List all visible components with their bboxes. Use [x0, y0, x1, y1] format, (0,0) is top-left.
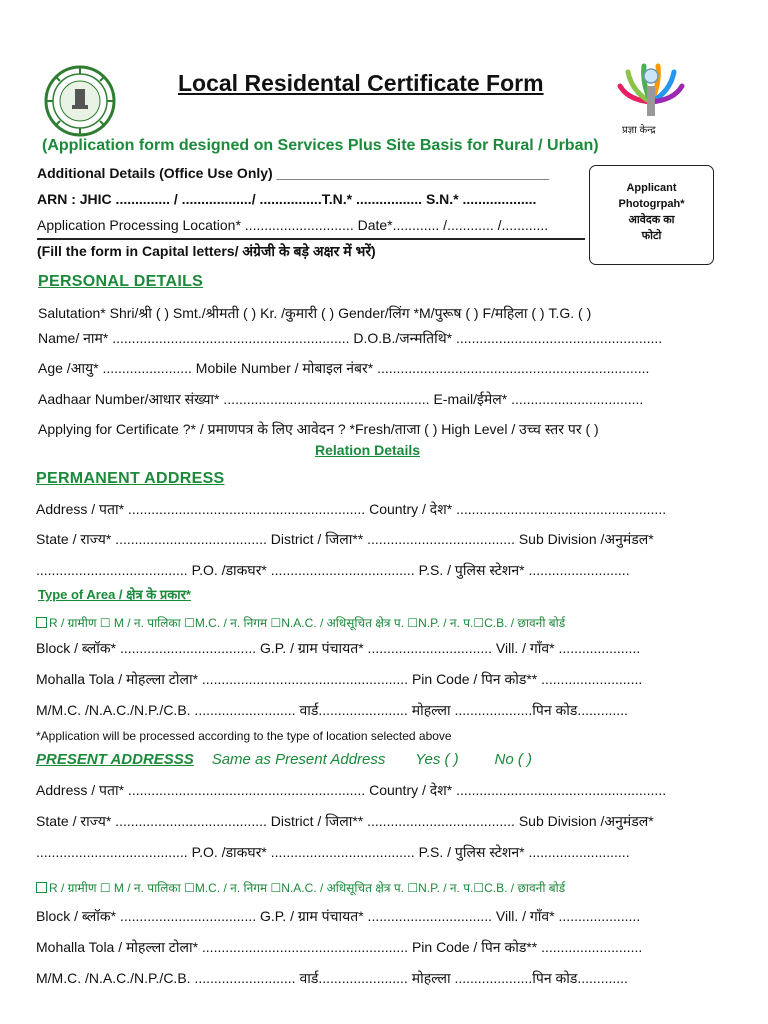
- perm-block-field[interactable]: Block / ब्लॉक* ................................... G.P. / ग्राम पंचायत* ................................ Vill. / गाँव* .....................: [36, 640, 641, 656]
- pres-area-text: R / ग्रामीण ☐ M / न. पालिका ☐M.C. / न. निगम ☐N.A.C. / अधिसूचित क्षेत्र प. ☐N.P. / न. प.☐C.B. / छावनी बोर्ड: [49, 881, 566, 895]
- personal-details-heading: PERSONAL DETAILS: [38, 273, 204, 290]
- pres-address-field[interactable]: Address / पता* ............................................................. Country / देश* ......................................................: [36, 782, 667, 798]
- pres-area-type-options[interactable]: [36, 879, 565, 896]
- perm-state-field[interactable]: State / राज्य* ....................................... District / जिला** ...................................... Sub Division /अनुमंडल*: [36, 531, 654, 547]
- perm-address-field[interactable]: Address / पता* ............................................................. Country / देश* ......................................................: [36, 501, 667, 517]
- photo-label-4: फोटो: [641, 230, 662, 242]
- page-title: Local Residental Certificate Form: [178, 70, 544, 96]
- pres-state-field[interactable]: State / राज्य* ....................................... District / जिला** ...................................... Sub Division /अनुमंडल*: [36, 813, 654, 829]
- checkbox-icon[interactable]: [36, 617, 47, 628]
- page-subtitle: (Application form designed on Services Plus Site Basis for Rural / Urban): [42, 137, 599, 154]
- same-as-present-label: Same as Present Address: [211, 751, 386, 768]
- applicant-photo-box[interactable]: [589, 165, 714, 265]
- jharkhand-emblem-logo: [44, 65, 116, 137]
- permanent-address-heading: PERMANENT ADDRESS: [36, 470, 225, 487]
- photo-label-1: Applicant: [626, 182, 677, 194]
- arn-line[interactable]: ARN : JHIC .............. / ................../ ................T.N.* ................. S.N.* ...................: [37, 191, 537, 207]
- pragya-kendra-logo: [614, 62, 688, 140]
- perm-area-type-options[interactable]: [36, 614, 565, 631]
- aadhaar-email-field[interactable]: Aadhaar Number/आधार संख्या* ..................................................... E-mail/ईमेल* ..................................: [38, 391, 644, 407]
- location-note: *Application will be processed according to the type of location selected above: [36, 729, 452, 743]
- yes-option[interactable]: Yes ( ): [415, 751, 459, 768]
- pres-mnac-field[interactable]: M/M.C. /N.A.C./N.P./C.B. .......................... वार्ड....................... मोहल्ला ....................पिन कोड.............: [36, 970, 628, 986]
- processing-location-line[interactable]: Application Processing Location* ............................ Date*............ /............ /............: [37, 217, 549, 233]
- perm-mnac-field[interactable]: M/M.C. /N.A.C./N.P./C.B. .......................... वार्ड....................... मोहल्ला ....................पिन कोड.............: [36, 702, 628, 718]
- pres-mohalla-field[interactable]: Mohalla Tola / मोहल्ला टोला* ..................................................... Pin Code / पिन कोड** ..........................: [36, 939, 643, 955]
- capital-letters-note: (Fill the form in Capital letters/ अंग्रेजी के बड़े अक्षर में भरें): [37, 243, 376, 259]
- no-option[interactable]: No ( ): [494, 751, 533, 768]
- checkbox-icon[interactable]: [36, 882, 47, 893]
- type-of-area-label: Type of Area / क्षेत्र के प्रकार*: [38, 587, 191, 602]
- name-dob-field[interactable]: Name/ नाम* ............................................................. D.O.B./जन्मतिथि* .....................................................: [38, 330, 663, 346]
- present-address-row: [36, 751, 532, 768]
- photo-label-2: Photogrpah*: [618, 198, 685, 210]
- perm-po-field[interactable]: ....................................... P.O. /डाकघर* ..................................... P.S. / पुलिस स्टेशन* ..........................: [36, 562, 630, 578]
- logo-caption: प्रज्ञा केन्द्र: [622, 125, 656, 136]
- divider: [37, 238, 585, 240]
- relation-details-link[interactable]: Relation Details: [315, 442, 421, 458]
- salutation-field[interactable]: Salutation* Shri/श्री ( ) Smt./श्रीमती ( ) Kr. /कुमारी ( ) Gender/लिंग *M/पुरूष ( ) F/महिला ( ) T.G. ( ): [38, 305, 592, 321]
- perm-area-text: R / ग्रामीण ☐ M / न. पालिका ☐M.C. / न. निगम ☐N.A.C. / अधिसूचित क्षेत्र प. ☐N.P. / न. प.☐C.B. / छावनी बोर्ड: [49, 616, 566, 630]
- age-mobile-field[interactable]: Age /आयु* ....................... Mobile Number / मोबाइल नंबर* ......................................................................: [38, 360, 650, 376]
- photo-label-3: आवेदक का: [628, 214, 675, 226]
- present-address-heading: PRESENT ADDRESSS: [36, 751, 194, 768]
- additional-details-line[interactable]: Additional Details (Office Use Only) ___________________________________: [37, 165, 550, 181]
- applying-certificate-field[interactable]: Applying for Certificate ?* / प्रमाणपत्र के लिए आवेदन ? *Fresh/ताजा ( ) High Level / उच्च स्तर पर ( ): [38, 421, 599, 437]
- perm-mohalla-field[interactable]: Mohalla Tola / मोहल्ला टोला* ..................................................... Pin Code / पिन कोड** ..........................: [36, 671, 643, 687]
- pres-po-field[interactable]: ....................................... P.O. /डाकघर* ..................................... P.S. / पुलिस स्टेशन* ..........................: [36, 844, 630, 860]
- pres-block-field[interactable]: Block / ब्लॉक* ................................... G.P. / ग्राम पंचायत* ................................ Vill. / गाँव* .....................: [36, 908, 641, 924]
